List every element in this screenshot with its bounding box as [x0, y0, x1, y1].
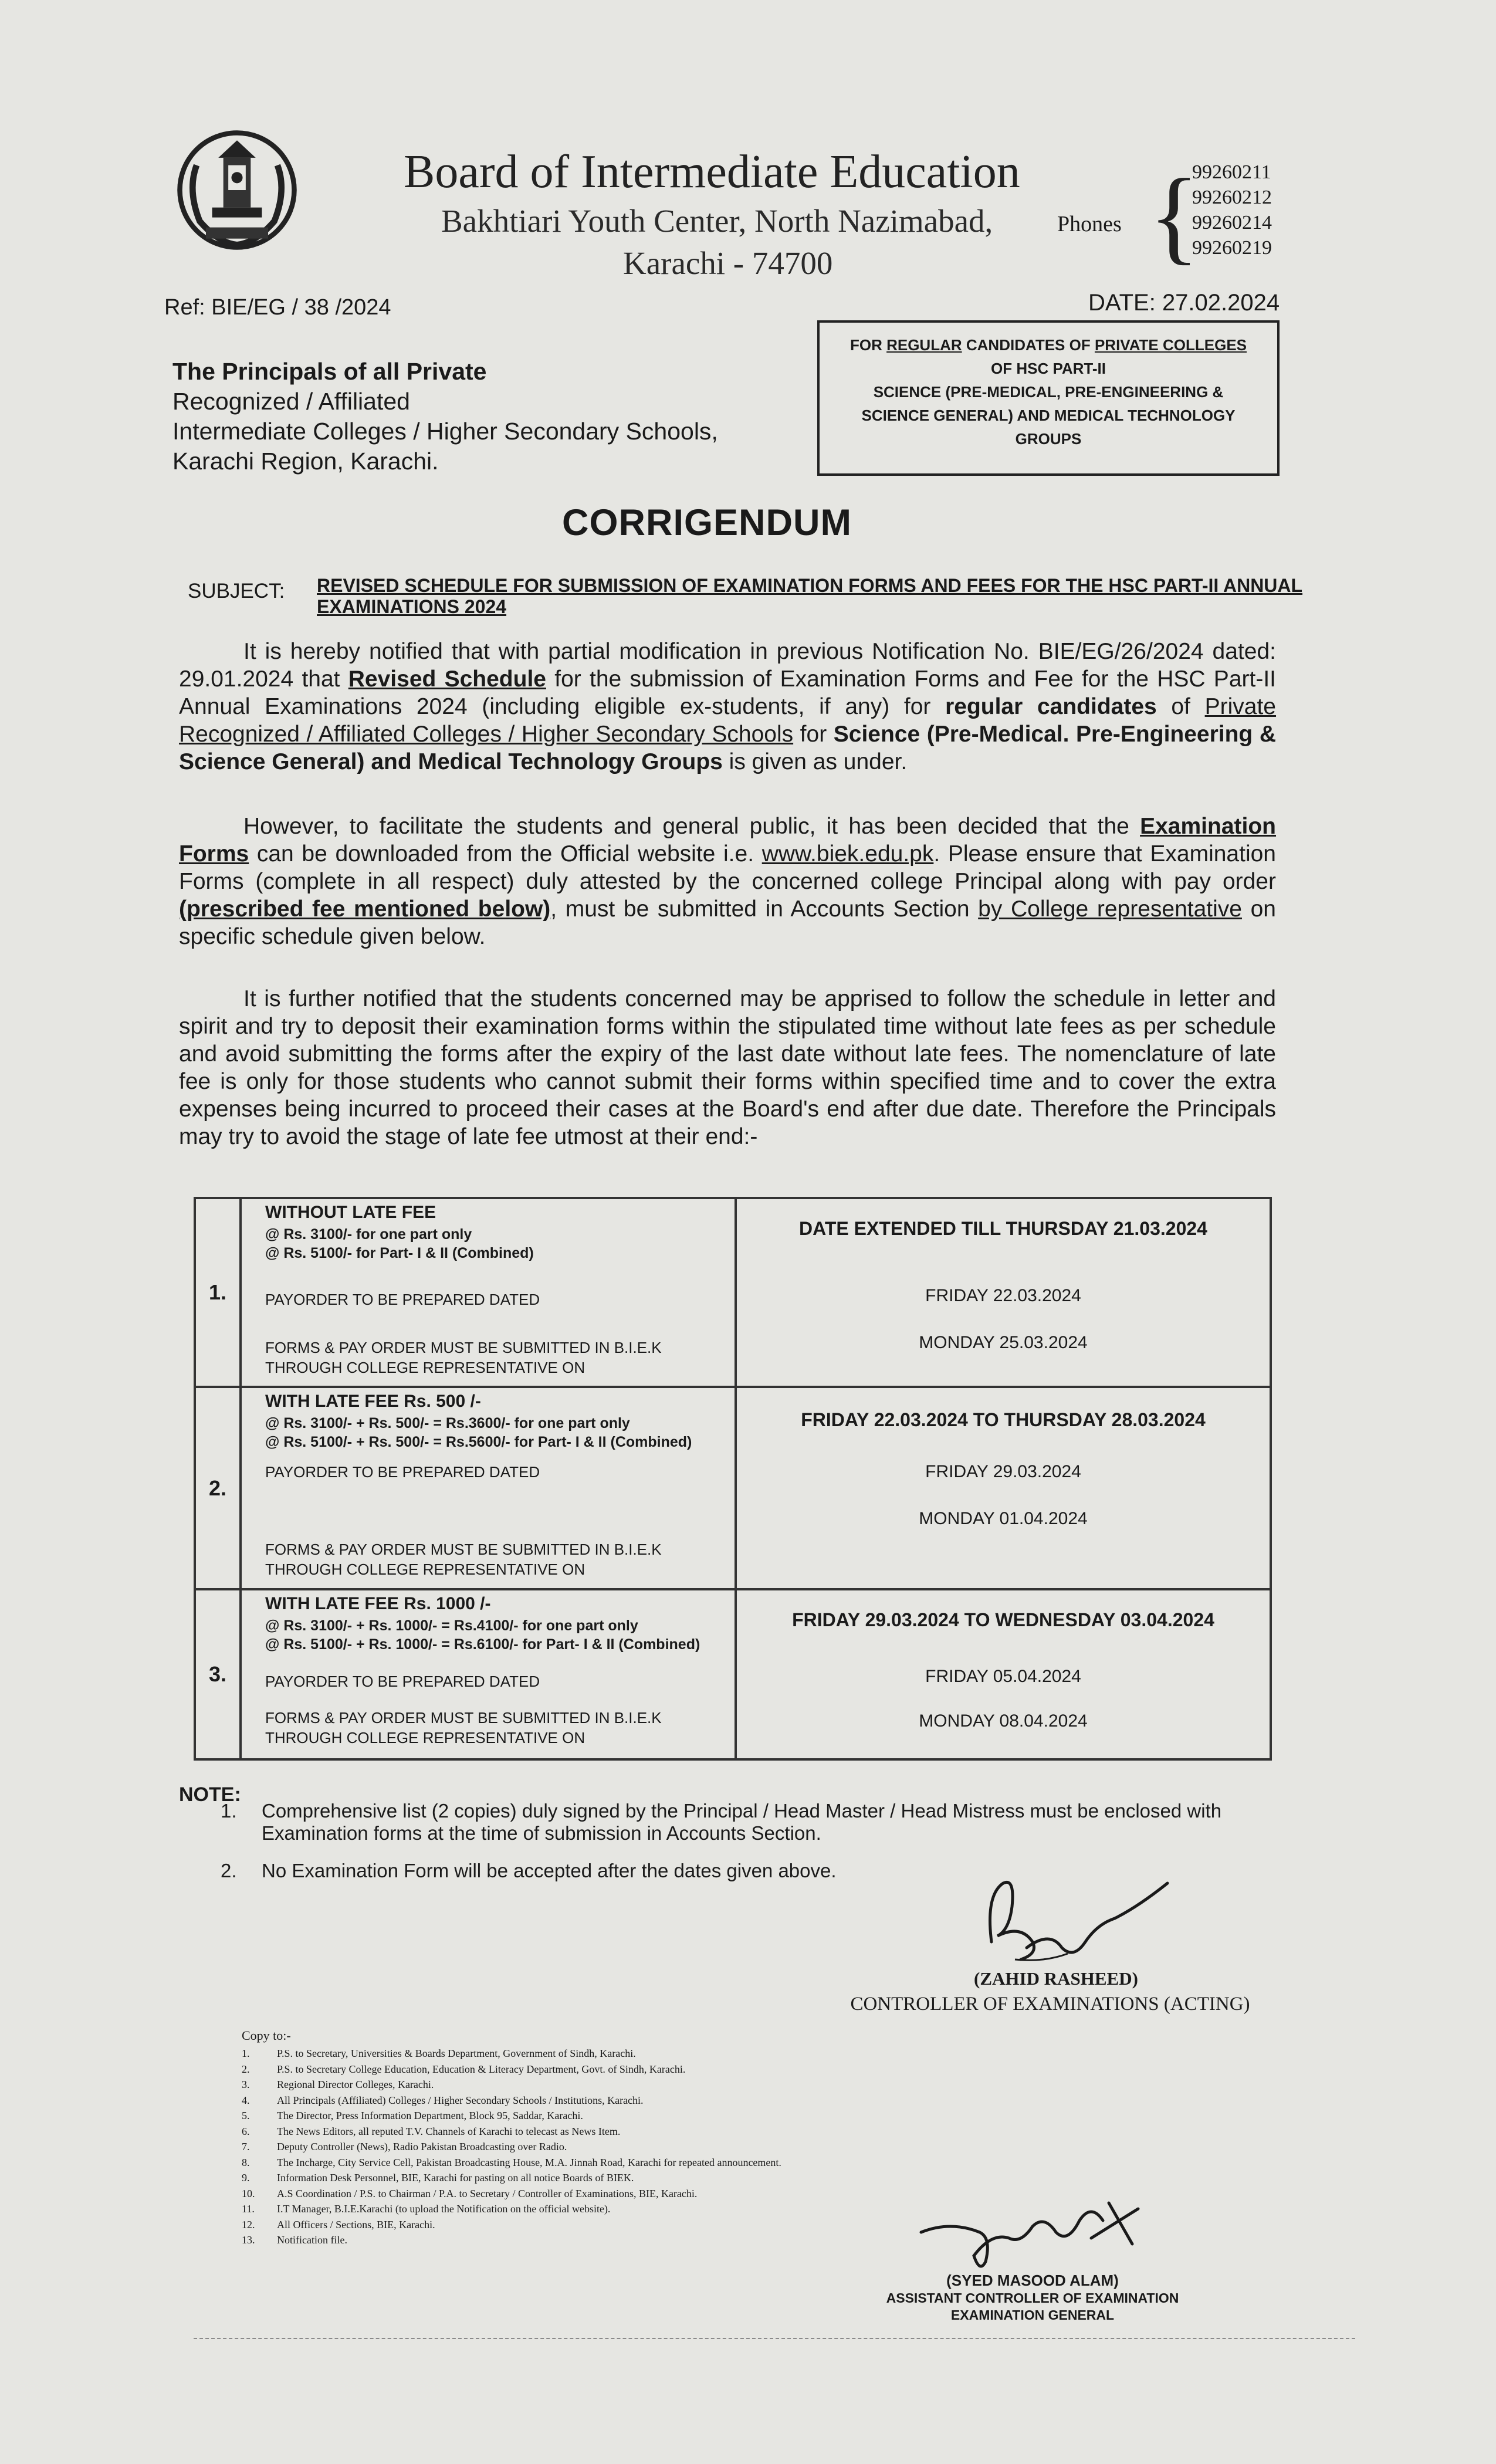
- handwritten-signature-icon: [915, 2197, 1150, 2279]
- submit-label: FORMS & PAY ORDER MUST BE SUBMITTED IN B.I.E.K: [265, 1339, 662, 1356]
- fee-details-cell: [241, 1198, 736, 1387]
- subject-label: SUBJECT:: [188, 580, 285, 603]
- addressee-line: Recognized / Affiliated: [172, 388, 410, 415]
- fee-title: WITH LATE FEE Rs. 500 /-: [265, 1392, 481, 1411]
- payorder-date: FRIDAY 29.03.2024: [925, 1462, 1081, 1481]
- addressee-line: Karachi Region, Karachi.: [172, 448, 439, 475]
- footer-divider: [194, 2338, 1355, 2339]
- schedule-dates-cell: [736, 1589, 1271, 1759]
- candidate-box-line-1: FOR REGULAR CANDIDATES OF PRIVATE COLLEGES: [849, 336, 1247, 354]
- period-text: FRIDAY 29.03.2024 TO WEDNESDAY 03.04.2024: [792, 1609, 1214, 1630]
- submit-label: FORMS & PAY ORDER MUST BE SUBMITTED IN B.I.E.K: [265, 1709, 662, 1727]
- fee-line: @ Rs. 3100/- + Rs. 1000/- = Rs.4100/- for one part only: [265, 1617, 638, 1634]
- submit-label: FORMS & PAY ORDER MUST BE SUBMITTED IN B.I.E.K: [265, 1541, 662, 1558]
- paragraph-2: However, to facilitate the students and general public, it has been decided that the Examination Forms can be downloaded from the Official website i.e. www.biek.edu.pk. Please ensure that Examination Forms (complete in all respect) duly attested by the concerned college Principal along with pay order (prescribed fee mentioned below), must be submitted in Accounts Section by College representative on specific schedule given below.: [179, 814, 1276, 949]
- copy-to-list: [242, 2046, 1004, 2248]
- list-item: 13. Notification file.: [242, 2234, 347, 2246]
- list-item: 7. Deputy Controller (News), Radio Pakistan Broadcasting over Radio.: [242, 2141, 567, 2152]
- copy-to-label: Copy to:-: [242, 2028, 291, 2043]
- fee-details-cell: [241, 1387, 736, 1589]
- list-item: 1. P.S. to Secretary, Universities & Boards Department, Government of Sindh, Karachi.: [242, 2047, 636, 2059]
- payorder-label: PAYORDER TO BE PREPARED DATED: [265, 1463, 540, 1481]
- brace-icon: {: [1149, 157, 1200, 274]
- phone-number: 99260212: [1192, 187, 1272, 208]
- org-address: Bakhtiari Youth Center, North Nazimabad,: [441, 203, 993, 239]
- submit-label: THROUGH COLLEGE REPRESENTATIVE ON: [265, 1359, 585, 1376]
- list-item: 9. Information Desk Personnel, BIE, Karachi for pasting on all notice Boards of BIEK.: [242, 2172, 634, 2184]
- fee-title: WITH LATE FEE Rs. 1000 /-: [265, 1594, 491, 1613]
- phones-list: [1192, 160, 1272, 260]
- candidate-box-line-2: OF HSC PART-II: [991, 360, 1106, 377]
- note-number: 2.: [221, 1860, 237, 1881]
- submit-date: MONDAY 01.04.2024: [919, 1509, 1088, 1528]
- row-number: 3.: [195, 1589, 241, 1759]
- signatory-title-line: EXAMINATION GENERAL: [950, 2307, 1115, 2323]
- list-item: 2. P.S. to Secretary College Education, Education & Literacy Department, Govt. of Sindh, Karachi.: [242, 2063, 686, 2075]
- table-row: [195, 1387, 1271, 1589]
- list-item: 8. The Incharge, City Service Cell, Pakistan Broadcasting House, M.A. Jinnah Road, Karachi for repeated announcement.: [242, 2156, 781, 2168]
- subject-text: REVISED SCHEDULE FOR SUBMISSION OF EXAMINATION FORMS AND FEES FOR THE HSC PART-II ANNUAL EXAMINATIONS 2024: [317, 575, 1303, 617]
- schedule-dates-cell: [736, 1198, 1271, 1387]
- note-number: 1.: [221, 1800, 237, 1822]
- reference-number: Ref: BIE/EG / 38 /2024: [164, 295, 391, 320]
- list-item: 12. All Officers / Sections, BIE, Karachi.: [242, 2218, 435, 2231]
- note-text: Comprehensive list (2 copies) duly signed by the Principal / Head Master / Head Mistress must be enclosed with Examination forms at the time of submission in Accounts Section.: [262, 1800, 1222, 1844]
- table-row: [195, 1589, 1271, 1759]
- addressee-line: Intermediate Colleges / Higher Secondary Schools,: [172, 418, 718, 445]
- addressee-line: The Principals of all Private: [172, 358, 487, 385]
- row-number: 2.: [195, 1387, 241, 1589]
- submit-label: THROUGH COLLEGE REPRESENTATIVE ON: [265, 1561, 585, 1578]
- payorder-label: PAYORDER TO BE PREPARED DATED: [265, 1673, 540, 1690]
- signatory-name: (SYED MASOOD ALAM): [946, 2272, 1119, 2289]
- phone-number: 99260214: [1192, 212, 1272, 233]
- payorder-date: FRIDAY 22.03.2024: [925, 1286, 1081, 1305]
- phone-number: 99260219: [1192, 237, 1272, 259]
- fee-line: @ Rs. 5100/- + Rs. 500/- = Rs.5600/- for Part- I & II (Combined): [265, 1434, 692, 1450]
- signatory-title-line: ASSISTANT CONTROLLER OF EXAMINATION: [886, 2290, 1179, 2306]
- signatory-name: (ZAHID RASHEED): [974, 1968, 1138, 1989]
- website-link[interactable]: www.biek.edu.pk: [761, 841, 934, 867]
- paragraph-1: It is hereby notified that with partial modification in previous Notification No. BIE/EG/26/2024 dated: 29.01.2024 that Revised Schedule for the submission of Examination Forms and Fee for the HSC Part-II Annual Examinations 2024 (including eligible ex-students, if any) for regular candidates of Private Recognized / Affiliated Colleges / Higher Secondary Schools for Science (Pre-Medical. Pre-Engineering & Science General) and Medical Technology Groups is given as under.: [179, 639, 1276, 774]
- period-text: DATE EXTENDED TILL THURSDAY 21.03.2024: [799, 1218, 1207, 1239]
- page-title: CORRIGENDUM: [562, 502, 852, 543]
- list-item: 6. The News Editors, all reputed T.V. Channels of Karachi to telecast as News Item.: [242, 2125, 621, 2137]
- candidate-box: [817, 320, 1280, 476]
- row-number: 1.: [195, 1198, 241, 1387]
- document-date: DATE: 27.02.2024: [1088, 290, 1280, 316]
- submit-date: MONDAY 08.04.2024: [919, 1711, 1088, 1731]
- list-item: 4. All Principals (Affiliated) Colleges / Higher Secondary Schools / Institutions, Karachi.: [242, 2094, 644, 2106]
- fee-line: @ Rs. 3100/- + Rs. 500/- = Rs.3600/- for one part only: [265, 1415, 630, 1431]
- schedule-table: [194, 1197, 1272, 1761]
- org-city: Karachi - 74700: [623, 245, 833, 281]
- table-row: [195, 1198, 1271, 1387]
- fee-details-cell: [241, 1589, 736, 1759]
- addressee-block: [172, 357, 718, 476]
- fee-line: @ Rs. 3100/- for one part only: [265, 1226, 472, 1243]
- note-text: No Examination Form will be accepted after the dates given above.: [262, 1860, 837, 1881]
- period-text: FRIDAY 22.03.2024 TO THURSDAY 28.03.2024: [801, 1409, 1206, 1430]
- signatory-title: [845, 2290, 1220, 2324]
- candidate-box-line-3: SCIENCE (PRE-MEDICAL, PRE-ENGINEERING &: [873, 383, 1224, 401]
- fee-line: @ Rs. 5100/- + Rs. 1000/- = Rs.6100/- for Part- I & II (Combined): [265, 1636, 700, 1653]
- phones-label: Phones: [1057, 212, 1122, 236]
- fee-title: WITHOUT LATE FEE: [265, 1203, 436, 1222]
- list-item: 10. A.S Coordination / P.S. to Chairman / P.A. to Secretary / Controller of Examinations, BIE, Karachi.: [242, 2187, 698, 2199]
- submit-label: THROUGH COLLEGE REPRESENTATIVE ON: [265, 1729, 585, 1747]
- board-seal-logo-icon: [175, 128, 299, 252]
- list-item: 11. I.T Manager, B.I.E.Karachi (to upload the Notification on the official website).: [242, 2203, 611, 2215]
- candidate-box-line-5: GROUPS: [1015, 430, 1082, 448]
- schedule-dates-cell: [736, 1387, 1271, 1589]
- org-name: Board of Intermediate Education: [404, 146, 1020, 198]
- payorder-label: PAYORDER TO BE PREPARED DATED: [265, 1291, 540, 1308]
- signatory-title: CONTROLLER OF EXAMINATIONS (ACTING): [850, 1993, 1250, 2015]
- candidate-box-line-4: SCIENCE GENERAL) AND MEDICAL TECHNOLOGY: [861, 407, 1236, 424]
- handwritten-signature-icon: [980, 1860, 1173, 1971]
- paragraph-3: It is further notified that the students concerned may be apprised to follow the schedule in letter and spirit and try to deposit their examination forms within the stipulated time without late fees as per schedule and avoid submitting the forms after the expiry of the last date without late fees. The nomenclature of late fee is only for those students who cannot submit their forms within specified time and to cover the extra expenses being incurred to proceed their cases at the Board's end after due date. Therefore the Principals may try to avoid the stage of late fee utmost at their end:-: [179, 986, 1276, 1149]
- list-item: 5. The Director, Press Information Department, Block 95, Saddar, Karachi.: [242, 2110, 583, 2121]
- note-label: NOTE:: [179, 1783, 241, 1806]
- list-item: 3. Regional Director Colleges, Karachi.: [242, 2079, 434, 2090]
- payorder-date: FRIDAY 05.04.2024: [925, 1667, 1081, 1686]
- submit-date: MONDAY 25.03.2024: [919, 1333, 1088, 1352]
- fee-line: @ Rs. 5100/- for Part- I & II (Combined): [265, 1245, 534, 1261]
- phone-number: 99260211: [1192, 161, 1271, 183]
